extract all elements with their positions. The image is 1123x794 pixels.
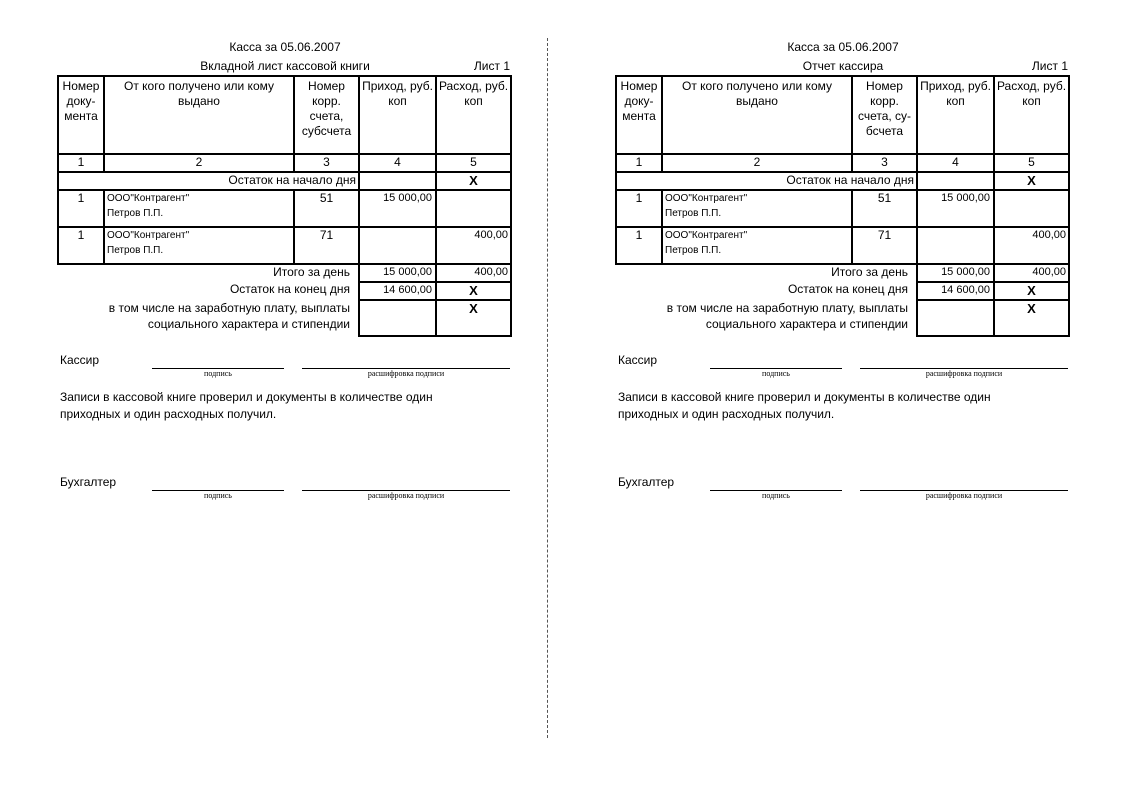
closing-balance-label: Остаток на конец дня: [229, 282, 350, 296]
counterparty-org: ООО"Контрагент": [665, 230, 748, 241]
opening-balance-income: [359, 172, 436, 190]
including-label: [616, 300, 917, 336]
cashier-label: Кассир: [60, 353, 100, 367]
counterparty-org: ООО"Контрагент": [107, 193, 190, 204]
income-amount: 15 000,00: [359, 190, 436, 227]
expense-amount: 400,00: [436, 227, 511, 264]
x-mark: Х: [994, 282, 1069, 300]
total-income: 15 000,00: [359, 264, 436, 282]
cash-table: [57, 75, 512, 337]
counterparty: [662, 190, 852, 227]
income-amount: [917, 227, 994, 264]
page-title: Касса за 05.06.2007: [787, 40, 899, 54]
col-number: 4: [359, 154, 436, 172]
accountant-label: Бухгалтер: [618, 475, 675, 489]
page-subtitle: Вкладной лист кассовой книги: [200, 59, 370, 73]
doc-number: 1: [58, 227, 104, 264]
counterparty: [104, 190, 294, 227]
counterparty-org: ООО"Контрагент": [665, 193, 748, 204]
expense-amount: 400,00: [994, 227, 1069, 264]
closing-balance-row: [58, 282, 511, 300]
doc-number: 1: [58, 190, 104, 227]
note-line: приходных и один расходных получил.: [60, 407, 277, 421]
total-row: [616, 264, 1069, 282]
header-doc-number: Номер доку-мента: [58, 76, 104, 154]
col-number: 4: [917, 154, 994, 172]
x-mark: Х: [436, 172, 511, 190]
verification-note: [618, 389, 1058, 423]
note-line: Записи в кассовой книге проверил и документы в количестве один: [60, 390, 433, 404]
cashier-report-sheet: [613, 0, 1073, 794]
cashier-signature-block: [60, 353, 515, 383]
cashier-signature-block: [618, 353, 1073, 383]
table-row: [616, 227, 1069, 264]
column-numbers-row: [58, 154, 511, 172]
counterparty-person: Петров П.П.: [107, 245, 164, 256]
doc-number: 1: [616, 227, 662, 264]
page-subtitle: Отчет кассира: [802, 59, 884, 73]
closing-balance-row: [616, 282, 1069, 300]
account-number: 51: [294, 190, 359, 227]
total-income: 15 000,00: [917, 264, 994, 282]
opening-balance-income: [917, 172, 994, 190]
header-corr-account: Номер корр. счета, субсчета: [294, 76, 359, 154]
signature-decoding-caption: расшифровка подписи: [367, 491, 445, 500]
total-expense: 400,00: [436, 264, 511, 282]
col-number: 2: [662, 154, 852, 172]
including-income: [359, 300, 436, 336]
counterparty-person: Петров П.П.: [107, 208, 164, 219]
accountant-label: Бухгалтер: [60, 475, 117, 489]
col-number: 3: [852, 154, 917, 172]
table-row: [58, 190, 511, 227]
sheet-number: Лист 1: [473, 59, 510, 73]
col-number: 2: [104, 154, 294, 172]
accountant-signature-block: [618, 475, 1073, 505]
total-label: Итого за день: [273, 265, 350, 279]
header-corr-account: Номер корр. счета, су-бсчета: [852, 76, 917, 154]
col-number: 3: [294, 154, 359, 172]
counterparty-person: Петров П.П.: [665, 208, 722, 219]
account-number: 71: [852, 227, 917, 264]
expense-amount: [994, 190, 1069, 227]
col-number: 5: [436, 154, 511, 172]
including-label-line: в том числе на заработную плату, выплаты: [108, 301, 350, 315]
signature-caption: подпись: [204, 491, 232, 500]
cash-table: [615, 75, 1070, 337]
account-number: 51: [852, 190, 917, 227]
col-number: 1: [58, 154, 104, 172]
signature-caption: подпись: [762, 491, 790, 500]
header-expense: Расход, руб. коп: [436, 76, 511, 154]
col-number: 5: [994, 154, 1069, 172]
closing-balance-income: 14 600,00: [359, 282, 436, 300]
counterparty-org: ООО"Контрагент": [107, 230, 190, 241]
signature-decoding-caption: расшифровка подписи: [925, 369, 1003, 378]
closing-balance-income: 14 600,00: [917, 282, 994, 300]
x-mark: Х: [436, 282, 511, 300]
x-mark: Х: [436, 300, 511, 336]
table-header-row: [616, 76, 1069, 154]
cash-book-insert-sheet: [55, 0, 515, 794]
including-income: [917, 300, 994, 336]
including-label-line: социального характера и стипендии: [705, 317, 908, 331]
counterparty: [662, 227, 852, 264]
counterparty: [104, 227, 294, 264]
page-title: Касса за 05.06.2007: [229, 40, 341, 54]
total-row: [58, 264, 511, 282]
signature-caption: подпись: [204, 369, 232, 378]
opening-balance-row: [58, 172, 511, 190]
cashier-label: Кассир: [618, 353, 658, 367]
accountant-signature-block: [60, 475, 515, 505]
x-mark: Х: [994, 300, 1069, 336]
cut-line-divider: [547, 38, 548, 738]
income-amount: 15 000,00: [917, 190, 994, 227]
column-numbers-row: [616, 154, 1069, 172]
x-mark: Х: [994, 172, 1069, 190]
header-doc-number: Номер доку-мента: [616, 76, 662, 154]
table-row: [616, 190, 1069, 227]
including-label-line: социального характера и стипендии: [147, 317, 350, 331]
total-expense: 400,00: [994, 264, 1069, 282]
header-expense: Расход, руб. коп: [994, 76, 1069, 154]
total-label: Итого за день: [831, 265, 908, 279]
including-row: [58, 300, 511, 336]
doc-number: 1: [616, 190, 662, 227]
counterparty-person: Петров П.П.: [665, 245, 722, 256]
sheet-number: Лист 1: [1031, 59, 1068, 73]
header-from-whom: От кого получено или кому выдано: [104, 76, 294, 154]
note-line: Записи в кассовой книге проверил и документы в количестве один: [618, 390, 991, 404]
including-label-line: в том числе на заработную плату, выплаты: [666, 301, 908, 315]
header-income: Приход, руб. коп: [359, 76, 436, 154]
opening-balance-row: [616, 172, 1069, 190]
expense-amount: [436, 190, 511, 227]
col-number: 1: [616, 154, 662, 172]
header-income: Приход, руб. коп: [917, 76, 994, 154]
opening-balance-label: Остаток на начало дня: [58, 172, 359, 190]
account-number: 71: [294, 227, 359, 264]
including-row: [616, 300, 1069, 336]
header-from-whom: От кого получено или кому выдано: [662, 76, 852, 154]
verification-note: [60, 389, 500, 423]
income-amount: [359, 227, 436, 264]
closing-balance-label: Остаток на конец дня: [787, 282, 908, 296]
signature-decoding-caption: расшифровка подписи: [367, 369, 445, 378]
table-header-row: [58, 76, 511, 154]
including-label: [58, 300, 359, 336]
signature-decoding-caption: расшифровка подписи: [925, 491, 1003, 500]
opening-balance-label: Остаток на начало дня: [616, 172, 917, 190]
note-line: приходных и один расходных получил.: [618, 407, 835, 421]
table-row: [58, 227, 511, 264]
signature-caption: подпись: [762, 369, 790, 378]
